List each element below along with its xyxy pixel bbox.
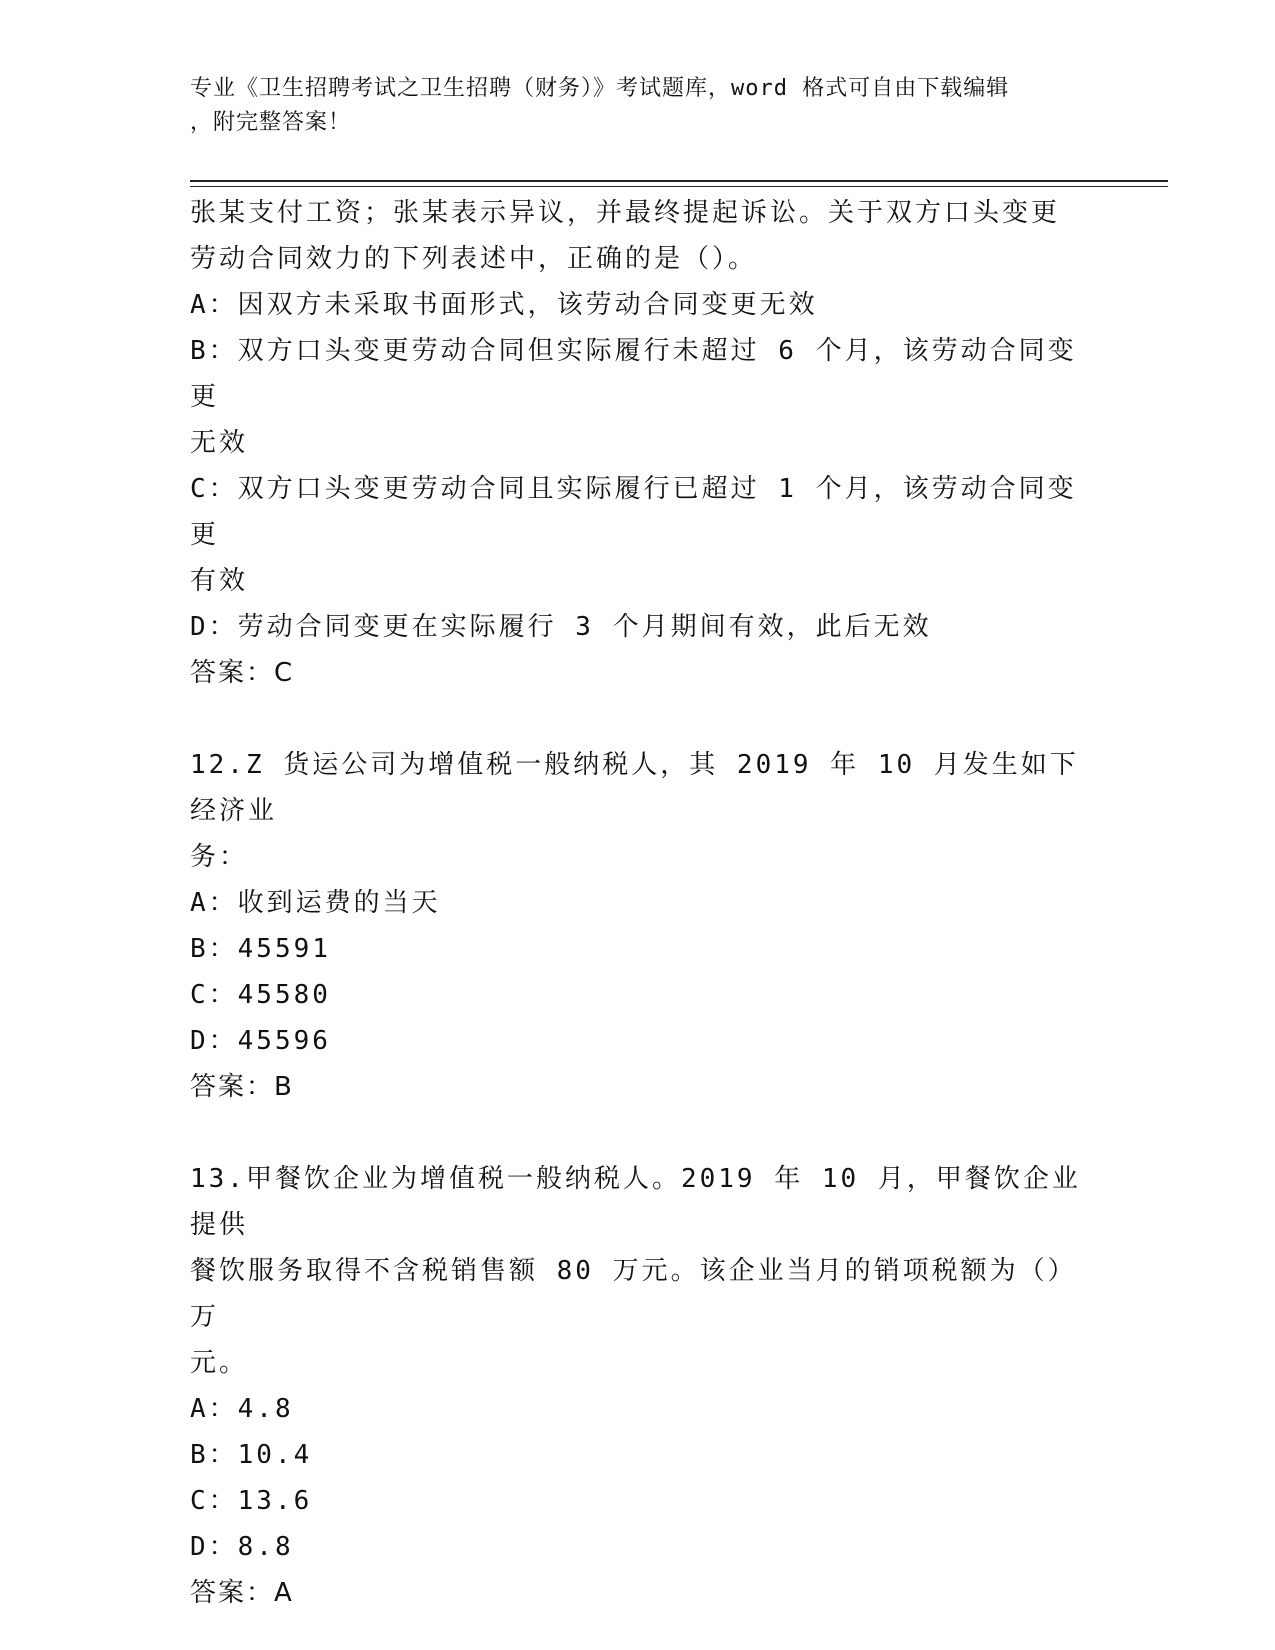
question-content xyxy=(190,190,1090,1616)
option-c-continued: 有效 xyxy=(190,566,249,596)
spacer xyxy=(190,1110,1090,1156)
option-d: D：劳动合同变更在实际履行 3 个月期间有效，此后无效 xyxy=(190,612,932,642)
page-header xyxy=(190,72,1090,140)
header-divider-top xyxy=(190,180,1168,182)
option-d: D：8.8 xyxy=(190,1532,294,1562)
option-a: A：4.8 xyxy=(190,1394,294,1424)
option-c: C：45580 xyxy=(190,980,331,1010)
header-divider-bottom xyxy=(190,186,1168,187)
question-stem-line: 13.甲餐饮企业为增值税一般纳税人。2019 年 10 月，甲餐饮企业提供 xyxy=(190,1164,1081,1240)
spacer xyxy=(190,696,1090,742)
option-b: B：10.4 xyxy=(190,1440,313,1470)
answer: 答案：B xyxy=(190,1072,294,1102)
option-d: D：45596 xyxy=(190,1026,331,1056)
question-13 xyxy=(190,1156,1090,1616)
question-11 xyxy=(190,190,1090,696)
question-stem-line: 劳动合同效力的下列表述中，正确的是（）。 xyxy=(190,244,758,274)
option-b-continued: 无效 xyxy=(190,428,249,458)
question-stem-line: 张某支付工资；张某表示异议，并最终提起诉讼。关于双方口头变更 xyxy=(190,198,1061,228)
header-line-2: ，附完整答案！ xyxy=(190,110,352,135)
option-b: B：45591 xyxy=(190,934,331,964)
option-c: C：双方口头变更劳动合同且实际履行已超过 1 个月，该劳动合同变更 xyxy=(190,474,1077,550)
question-12 xyxy=(190,742,1090,1110)
option-a: A：因双方未采取书面形式，该劳动合同变更无效 xyxy=(190,290,818,320)
answer: 答案：A xyxy=(190,1578,294,1608)
question-stem-line: 务： xyxy=(190,842,249,872)
option-a: A：收到运费的当天 xyxy=(190,888,441,918)
option-c: C：13.6 xyxy=(190,1486,313,1516)
answer: 答案：C xyxy=(190,658,295,688)
question-stem-line: 餐饮服务取得不含税销售额 80 万元。该企业当月的销项税额为（）万 xyxy=(190,1256,1077,1332)
header-line-1: 专业《卫生招聘考试之卫生招聘（财务）》考试题库，word 格式可自由下载编辑 xyxy=(190,76,1010,101)
question-stem-line: 12.Z 货运公司为增值税一般纳税人，其 2019 年 10 月发生如下经济业 xyxy=(190,750,1079,826)
question-stem-line: 元。 xyxy=(190,1348,249,1378)
option-b: B：双方口头变更劳动合同但实际履行未超过 6 个月，该劳动合同变更 xyxy=(190,336,1077,412)
